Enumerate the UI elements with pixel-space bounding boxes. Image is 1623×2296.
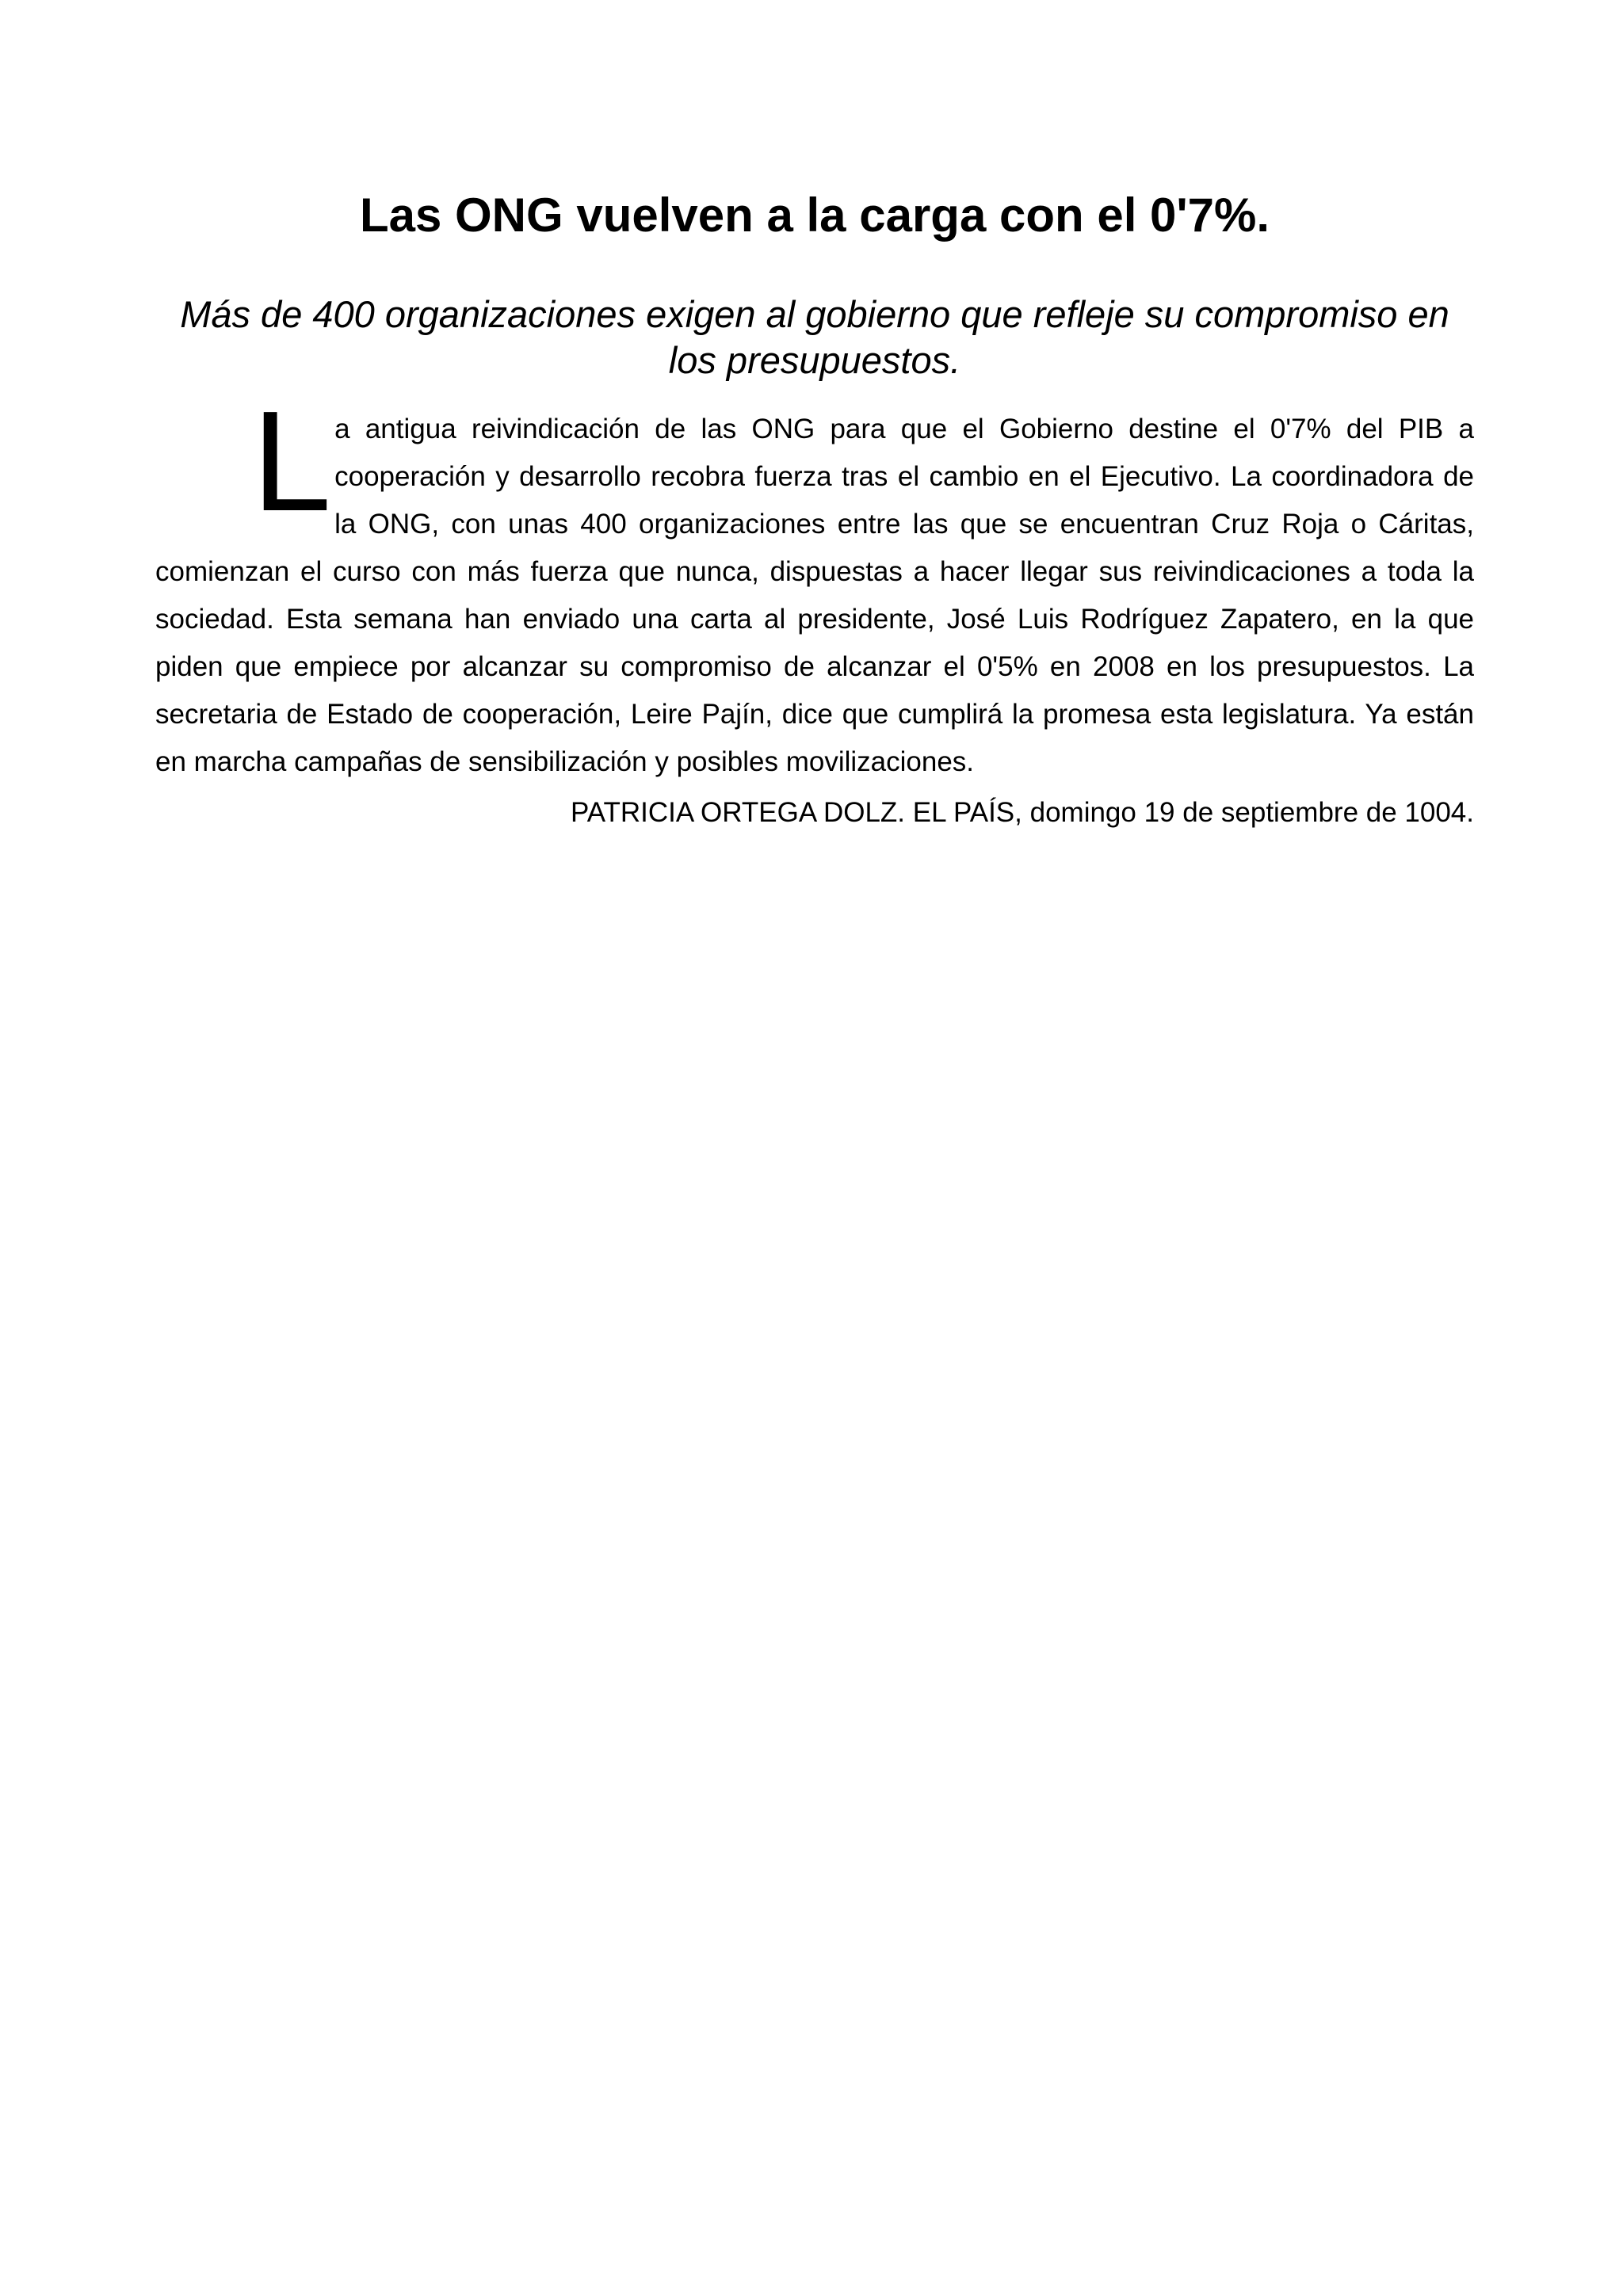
article-subheadline: Más de 400 organizaciones exigen al gobierno que refleje su compromiso en los presupuestos. — [180, 293, 1449, 381]
article-headline: Las ONG vuelven a la carga con el 0'7%. — [359, 189, 1270, 242]
article-byline: PATRICIA ORTEGA DOLZ. EL PAÍS, domingo 19 de septiembre de 1004. — [571, 797, 1474, 828]
article-body — [155, 382, 1474, 786]
article-body-text: a antigua reivindicación de las ONG para que el Gobierno destine el 0'7% del PIB a cooperación y desarrollo recobra fuerza tras el cambio en el Ejecutivo. La coordinadora de la ONG, con unas 400 organizaciones entre las que se encuentran Cruz Roja o Cáritas, comienzan el curso con más fuerza que nunca, dispuestas a hacer llegar sus reivindicaciones a toda la sociedad. Esta semana han enviado una carta al presidente, José Luis Rodríguez Zapatero, en la que piden que empiece por alcanzar su compromiso de alcanzar el 0'5% en 2008 en los presupuestos. La secretaria de Estado de cooperación, Leire Pajín, dice que cumplirá la promesa esta legislatura. Ya están en marcha campañas de sensibilización y posibles movilizaciones. — [155, 414, 1474, 777]
drop-cap-letter: L — [252, 382, 332, 541]
